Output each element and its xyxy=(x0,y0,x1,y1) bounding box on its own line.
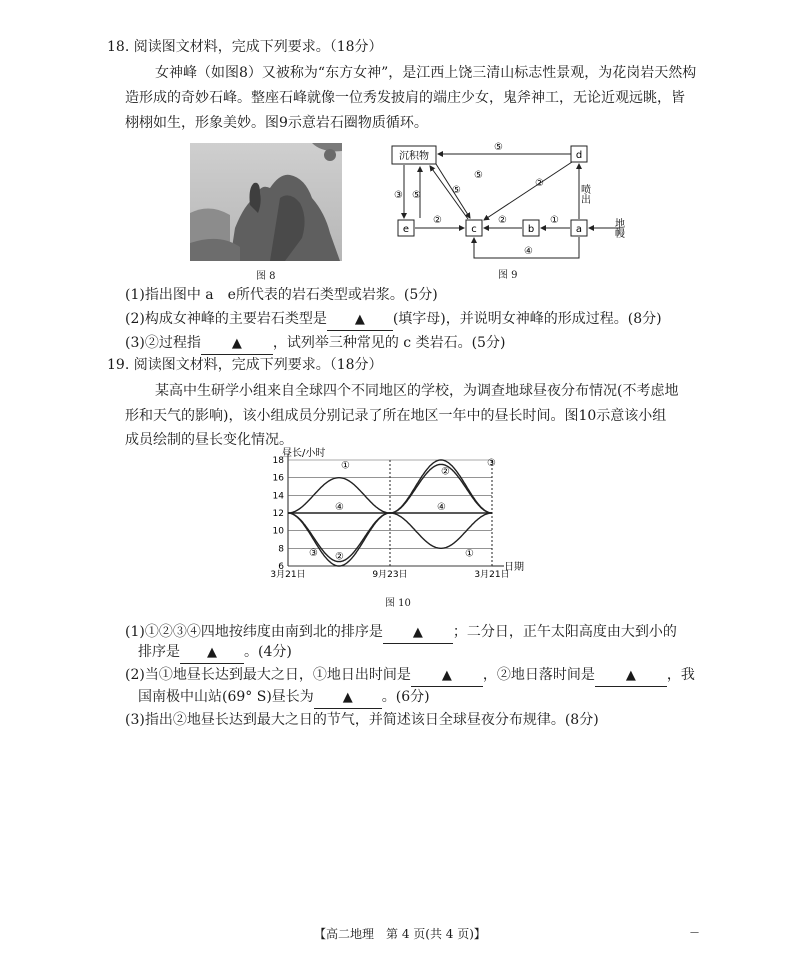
q19-paragraph-line-3: 成员绘制的昼长变化情况。 xyxy=(125,432,293,448)
q18-3: (3)②过程指 ▲ ，试列举三种常见的 c 类岩石。(5分) xyxy=(125,333,505,355)
q19-2-answer-blank-1[interactable]: ▲ xyxy=(411,665,483,687)
q19-paragraph-line-2: 形和天气的影响)，该小组成员分别记录了所在地区一年中的昼长时间。图10示意该小组 xyxy=(125,408,667,424)
q19-paragraph-line-1: 某高中生研学小组来自全球四个不同地区的学校，为调查地球昼夜分布情况(不考虑地 xyxy=(155,383,679,399)
svg-text:①: ① xyxy=(550,215,559,226)
box-d xyxy=(571,146,587,162)
series-label: ② xyxy=(441,466,450,478)
figure-8-photo xyxy=(190,143,342,261)
x-tick-label: 3月21日 xyxy=(474,570,510,580)
series-label: ④ xyxy=(335,502,344,513)
q19-2-answer-blank-3[interactable]: ▲ xyxy=(314,687,382,709)
q18-3-answer-blank[interactable]: ▲ xyxy=(201,333,273,355)
x-tick-label: 9月23日 xyxy=(372,570,408,580)
svg-text:②: ② xyxy=(498,215,507,226)
q19-1-line-2: 排序是 ▲ 。(4分) xyxy=(138,642,292,664)
x-tick-label: 3月21日 xyxy=(270,570,306,580)
figure-9-rock-cycle xyxy=(380,138,630,266)
series-label: ③ xyxy=(309,548,318,559)
box-sediment xyxy=(392,146,436,164)
q18-1: (1)指出图中 a e所代表的岩石类型或岩浆。(5分) xyxy=(125,287,438,303)
box-b xyxy=(523,220,539,236)
q18-paragraph-line-2: 造形成的奇妙石峰。整座石峰就像一位秀发披肩的端庄少女，鬼斧神工，无论近观远眺，皆 xyxy=(125,90,685,106)
q19-1-answer-blank-2[interactable]: ▲ xyxy=(180,642,244,664)
y-tick-label: 18 xyxy=(272,456,284,466)
svg-text:e: e xyxy=(402,224,410,235)
q18-paragraph-line-1: 女神峰（如图8）又被称为“东方女神”，是江西上饶三清山标志性景观，为花岗岩天然构 xyxy=(155,65,697,81)
y-tick-label: 6 xyxy=(278,562,284,572)
svg-text:⑤: ⑤ xyxy=(494,142,503,153)
box-a xyxy=(571,220,587,236)
series-label: ③ xyxy=(487,458,496,469)
figure-10-caption: 图 10 xyxy=(385,598,411,609)
svg-text:沉积物: 沉积物 xyxy=(399,151,429,162)
figure-10-chart xyxy=(262,446,562,588)
series-label: ① xyxy=(465,548,474,560)
q19-3: (3)指出②地昼长达到最大之日的节气，并简述该日全球昼夜分布规律。(8分) xyxy=(125,712,599,728)
svg-text:②: ② xyxy=(535,178,544,189)
y-tick-label: 14 xyxy=(272,491,284,502)
svg-text:b: b xyxy=(527,224,535,235)
footer-mark: — xyxy=(690,928,699,938)
svg-text:地幔: 地幔 xyxy=(612,218,624,238)
q19-2-line-2: 国南极中山站(69° S)昼长为 ▲ 。(6分) xyxy=(138,687,430,709)
svg-text:a: a xyxy=(575,224,583,235)
series-label: ② xyxy=(335,551,344,563)
q18-paragraph-line-3: 栩栩如生，形象美妙。图9示意岩石圈物质循环。 xyxy=(125,115,428,131)
svg-text:③: ③ xyxy=(394,190,403,201)
svg-text:⑤: ⑤ xyxy=(452,185,461,196)
q18-2: (2)构成女神峰的主要岩石类型是 ▲ (填字母)，并说明女神峰的形成过程。(8分) xyxy=(125,309,662,331)
svg-text:⑤: ⑤ xyxy=(474,170,483,181)
q19-2-answer-blank-2[interactable]: ▲ xyxy=(595,665,667,687)
box-e xyxy=(398,220,414,236)
y-tick-label: 8 xyxy=(278,544,284,555)
figure-8-caption: 图 8 xyxy=(256,271,276,282)
series-label: ① xyxy=(341,460,350,472)
q19-1-line-1: (1)①②③④四地按纬度由南到北的排序是 ▲ ；二分日，正午太阳高度由大到小的 xyxy=(125,622,677,644)
q19-1-answer-blank-1[interactable]: ▲ xyxy=(383,622,453,644)
y-tick-label: 16 xyxy=(272,473,284,484)
y-tick-label: 12 xyxy=(272,509,284,519)
svg-text:②: ② xyxy=(433,215,442,226)
q18-title: 18. 阅读图文材料，完成下列要求。（18分） xyxy=(107,39,383,55)
x-axis-label: 日期 xyxy=(504,562,524,573)
svg-text:⑤: ⑤ xyxy=(412,190,421,201)
svg-text:d: d xyxy=(575,150,583,161)
q18-2-answer-blank[interactable]: ▲ xyxy=(327,309,393,331)
box-c xyxy=(466,220,482,236)
y-tick-label: 10 xyxy=(272,526,284,537)
svg-text:喷出: 喷出 xyxy=(578,184,590,204)
svg-text:④: ④ xyxy=(524,246,533,257)
svg-text:c: c xyxy=(471,224,477,235)
page-footer: 【高二地理 第 4 页(共 4 页)】 xyxy=(314,927,486,941)
y-axis-label: 昼长/小时 xyxy=(282,448,326,459)
q19-2-line-1: (2)当①地昼长达到最大之日，①地日出时间是 ▲ ，②地日落时间是 ▲ ，我 xyxy=(125,665,695,687)
series-label: ④ xyxy=(437,502,446,513)
q19-title: 19. 阅读图文材料，完成下列要求。（18分） xyxy=(107,357,383,373)
figure-9-caption: 图 9 xyxy=(498,270,518,281)
